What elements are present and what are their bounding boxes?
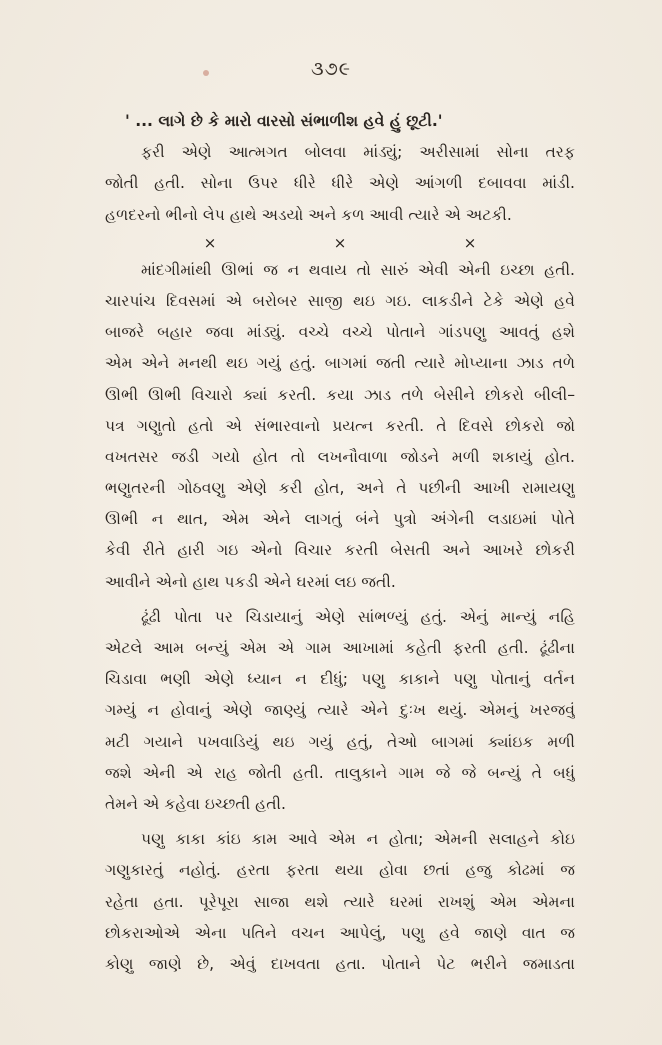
text-line: આવીને એનો હાથ પકડી એને ઘરમાં લઇ જતી.	[105, 572, 396, 591]
text-line: ' ... લાગે છે કે મારો વારસો સંભાળીશ હવે હું છૂટી.'	[125, 112, 443, 130]
text-line: એટલે આમ બન્યું એમ એ ગામ આખામાં કહેતી ફરતી હતી. ઢૂંઢીના	[105, 639, 575, 657]
separator-mark: ×	[333, 233, 347, 252]
separator-mark: ×	[203, 233, 217, 252]
text-line: છોકરાઓએ એના પતિને વચન આપેલું, પણુ હવે જાણે વાત જ	[105, 923, 575, 942]
text-line: ઊભી ન થાત, એમ એને લાગતું બંને પુત્રો અંગેની લડાઇમાં પોતે	[105, 510, 575, 529]
text-line: રહેતા હતા. પૂરેપૂરા સાજા થશે ત્યારે ઘરમાં રાખશું એમ એમના	[105, 892, 575, 911]
text-line: જોતી હતી. સોના ઉપર ધીરે ધીરે એણે આંગળી દબાવવા માંડી.	[105, 174, 575, 193]
text-line: માંદગીમાંથી ઊભાં જ ન થવાય તો સારું એવી એની ઇચ્છા હતી.	[141, 260, 575, 279]
text-line: ચિડાવા ભણી એણે ધ્યાન ન દીધું; પણુ કાકાને પણુ પોતાનું વર્તન	[105, 670, 575, 689]
separator-mark: ×	[463, 233, 477, 252]
text-line: ભણુતરની ગોઠવણુ એણે કરી હોત, અને તે પછીની આખી રામાયણુ	[105, 479, 575, 498]
text-line: બાજરે બહાર જવા માંડ્યું. વચ્ચે વચ્ચે પોતાને ગાંડપણુ આવતું હશે	[105, 323, 575, 342]
text-line: ચારપાંચ દિવસમાં એ બરોબર સાજી થઇ ગઇ. લાકડીને ટેકે એણે હવે	[105, 291, 575, 310]
text-line: હળદરનો ભીનો લેપ હાથે અડયો અને કળ આવી ત્યારે એ અટકી.	[105, 205, 512, 224]
body-text	[105, 106, 575, 980]
page-number: ૩૭૯	[310, 58, 352, 80]
text-line: ગણુકારતું નહોતું. હરતા ફરતા થયા હોવા છતાં હજુ કોઢમાં જ	[105, 861, 575, 880]
text-line: તેમને એ કહેવા ઇચ્છતી હતી.	[105, 794, 286, 813]
text-line: ફરી એણે આત્મગત બોલવા માંડ્યું; અરીસામાં સોના તરફ	[141, 143, 575, 162]
text-line: ઢૂંઢી પોતા પર ચિડાયાનું એણે સાંભળ્યું હતું. એનું માન્યું નહિ	[141, 607, 575, 626]
section-separator	[105, 231, 575, 255]
text-line: પણુ કાકા કાંઇ કામ આવે એમ ન હોતા; એમની સલાહને કોઇ	[141, 830, 575, 849]
text-line: ગમ્યું ન હોવાનું એણે જાણ્યું ત્યારે એને દુઃખ થયું. એમનું ખરજવું	[105, 701, 575, 720]
text-line: મટી ગયાને પખવાડિયું થઇ ગયું હતું, તેઓ બાગમાં ક્યાંઇક મળી	[105, 732, 575, 751]
text-line: વખતસર જડી ગયો હોત તો લખનૌવાળા જોડને મળી શકાયું હોત.	[105, 447, 575, 466]
text-line: કોણુ જાણે છે, એવું દાખવતા હતા. પોતાને પેટ ભરીને જમાડતા	[105, 954, 575, 973]
text-line: એમ એને મનથી થઇ ગયું હતું. બાગમાં જતી ત્યારે મોપ્યાના ઝાડ તળે	[105, 354, 575, 373]
text-line: જશે એની એ રાહ જોતી હતી. તાલુકાને ગામ જે જે બન્યું તે બધું	[105, 763, 575, 782]
text-line: પત્ર ગણુતો હતો એ સંભારવાનો પ્રયત્ન કરતી. તે દિવસે છોકરો જો	[105, 416, 575, 435]
text-line: કેવી રીતે હારી ગઇ એનો વિચાર કરતી બેસતી અને આખરે છોકરી	[105, 541, 575, 560]
text-line: ઊભી ઊભી વિચારો ક્યાં કરતી. કયા ઝાડ તળે બેસીને છોકરો બીલી–	[105, 385, 575, 404]
